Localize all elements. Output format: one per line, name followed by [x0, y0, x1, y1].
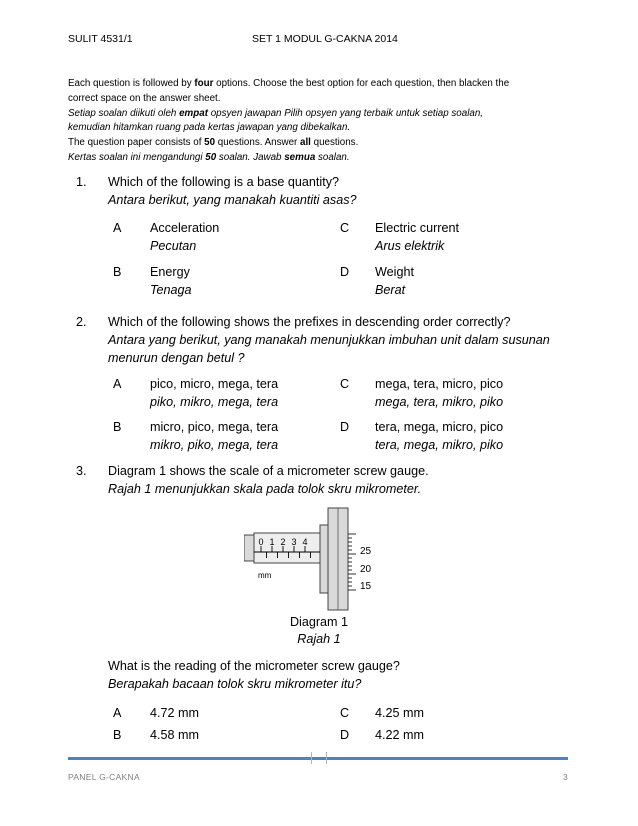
instruction-text: Kertas soalan ini mengandungi	[68, 151, 206, 163]
footer-marker	[311, 752, 327, 764]
option-text[interactable]: 4.25 mm	[375, 706, 424, 720]
option-text[interactable]	[150, 263, 192, 299]
question-text-ms: menurun dengan betul ?	[108, 351, 245, 365]
option-ms: tera, mega, mikro, piko	[375, 438, 504, 452]
instruction-line	[68, 136, 588, 151]
option-letter[interactable]: B	[113, 420, 122, 434]
option-ms: Arus elektrik	[375, 239, 445, 253]
option-en: Acceleration	[150, 221, 220, 235]
option-letter[interactable]: B	[113, 265, 122, 279]
thimble-scale-labels	[360, 546, 372, 592]
option-en: Energy	[150, 265, 190, 279]
instruction-line: correct space on the answer sheet.	[68, 92, 221, 104]
thimble-ring	[320, 525, 328, 593]
option-letter[interactable]: A	[113, 706, 122, 720]
option-ms: Pecutan	[150, 239, 197, 253]
thimble-number: 15	[360, 581, 372, 592]
question-text	[108, 462, 578, 498]
option-en: mega, tera, micro, pico	[375, 377, 504, 391]
footer-label: PANEL G-CAKNA	[68, 772, 140, 782]
question-text	[108, 313, 578, 367]
option-letter[interactable]: D	[340, 420, 350, 434]
instruction-text: Setiap soalan diikuti oleh	[68, 107, 180, 119]
question-number: 2.	[76, 315, 87, 329]
instruction-bold: all	[300, 137, 311, 149]
instruction-text: options. Choose the best option for each question, then blacken the	[213, 78, 510, 89]
question-number: 1.	[76, 175, 87, 189]
thimble-number: 20	[360, 564, 372, 575]
diagram-caption-ms: Rajah 1	[297, 632, 341, 646]
sleeve-number: 4	[302, 537, 308, 547]
sleeve	[254, 533, 320, 563]
question-text-en: Which of the following is a base quantity?	[108, 175, 340, 189]
option-ms: Berat	[375, 283, 406, 297]
instruction-line	[68, 77, 588, 92]
question-number: 3.	[76, 464, 87, 478]
instruction-text: opsyen jawapan Pilih opsyen yang terbaik untuk setiap soalan,	[207, 107, 484, 119]
instruction-text: Each question is followed by	[68, 78, 195, 89]
question-text-ms: Rajah 1 menunjukkan skala pada tolok skru mikrometer.	[108, 482, 422, 496]
option-ms: Tenaga	[150, 283, 192, 297]
unit-label: mm	[258, 571, 272, 580]
option-en: micro, pico, mega, tera	[150, 420, 279, 434]
option-en: Electric current	[375, 221, 459, 235]
question-text-ms: Antara yang berikut, yang manakah menunjukkan imbuhan unit dalam susunan	[108, 333, 550, 347]
option-letter[interactable]: C	[340, 706, 350, 720]
option-text[interactable]	[150, 418, 278, 454]
thimble-ticks	[348, 534, 356, 590]
instruction-line-ms	[68, 151, 588, 166]
instruction-bold: empat	[179, 107, 208, 119]
instruction-text: The question paper consists of	[68, 137, 205, 149]
sub-question-text	[108, 657, 578, 693]
sleeve-number: 1	[269, 537, 275, 547]
option-letter[interactable]: C	[340, 221, 350, 235]
instruction-line-ms	[68, 107, 588, 122]
instruction-bold: semua	[284, 151, 316, 163]
thimble-number: 25	[360, 546, 372, 557]
option-text[interactable]	[375, 418, 503, 454]
instruction-line-ms: kemudian hitamkan ruang pada kertas jawapan yang dibekalkan.	[68, 122, 351, 134]
sleeve-number: 0	[258, 537, 264, 547]
sub-question-ms: Berapakah bacaan tolok skru mikrometer itu?	[108, 677, 362, 691]
sleeve-number: 2	[280, 537, 286, 547]
page-number: 3	[563, 772, 569, 782]
option-text[interactable]: 4.72 mm	[150, 706, 199, 720]
instruction-text: soalan.	[315, 151, 350, 163]
option-letter[interactable]: C	[340, 377, 350, 391]
question-text-ms: Antara berikut, yang manakah kuantiti asas?	[108, 193, 357, 207]
spindle-end	[244, 535, 254, 561]
question-text-en: Diagram 1 shows the scale of a micrometer screw gauge.	[108, 464, 429, 478]
header-title: SET 1 MODUL G-CAKNA 2014	[252, 33, 398, 45]
option-text[interactable]	[375, 375, 503, 411]
option-letter[interactable]: B	[113, 728, 122, 742]
option-letter[interactable]: A	[113, 377, 122, 391]
micrometer-diagram	[244, 505, 384, 613]
option-ms: piko, mikro, mega, tera	[150, 395, 279, 409]
question-text-en: Which of the following shows the prefixes in descending order correctly?	[108, 315, 511, 329]
instruction-bold: four	[194, 78, 214, 89]
sub-question-en: What is the reading of the micrometer screw gauge?	[108, 659, 400, 673]
option-text[interactable]: 4.22 mm	[375, 728, 424, 742]
option-text[interactable]	[150, 219, 219, 255]
instruction-bold: 50	[204, 137, 216, 149]
option-ms: mega, tera, mikro, piko	[375, 395, 504, 409]
sleeve-number: 3	[291, 537, 297, 547]
instructions-block	[68, 77, 588, 166]
option-text[interactable]	[375, 219, 459, 255]
instruction-bold: 50	[205, 151, 217, 163]
option-en: pico, micro, mega, tera	[150, 377, 279, 391]
option-en: Weight	[375, 265, 414, 279]
question-text	[108, 173, 578, 209]
option-letter[interactable]: D	[340, 728, 350, 742]
instruction-text: questions.	[310, 137, 359, 149]
option-letter[interactable]: D	[340, 265, 350, 279]
option-letter[interactable]: A	[113, 221, 122, 235]
header-code: SULIT 4531/1	[68, 33, 133, 45]
option-text[interactable]	[150, 375, 278, 411]
option-en: tera, mega, micro, pico	[375, 420, 504, 434]
option-text[interactable]	[375, 263, 414, 299]
option-ms: mikro, piko, mega, tera	[150, 438, 279, 452]
option-text[interactable]: 4.58 mm	[150, 728, 199, 742]
instruction-text: questions. Answer	[215, 137, 301, 149]
diagram-caption-en: Diagram 1	[289, 615, 349, 629]
instruction-text: soalan. Jawab	[216, 151, 285, 163]
